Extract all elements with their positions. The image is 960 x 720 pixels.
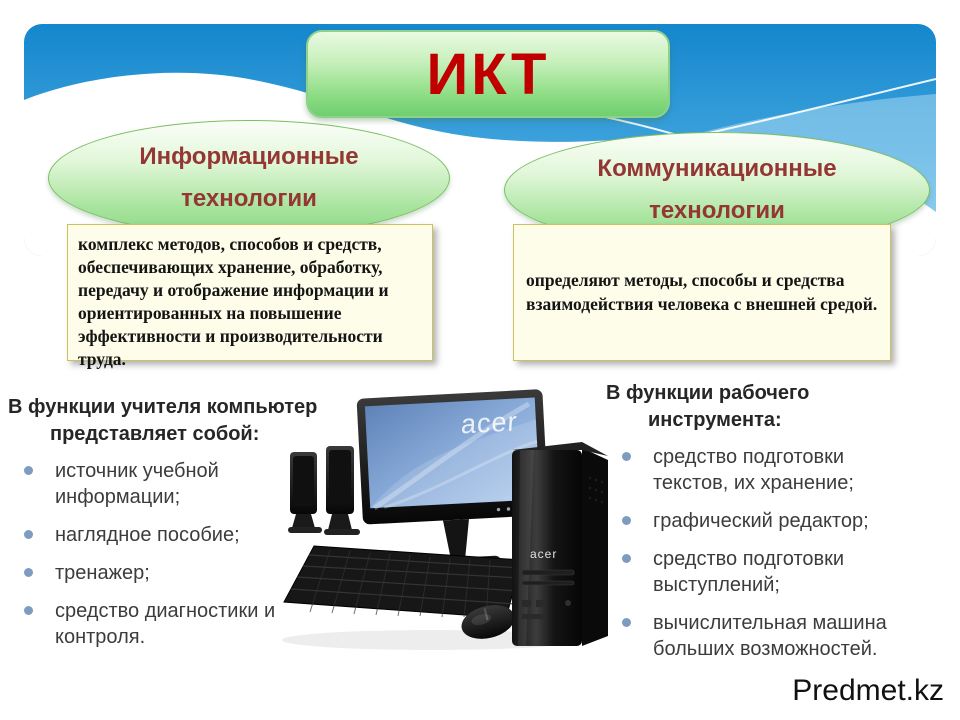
list-item xyxy=(606,610,914,662)
bullet-icon xyxy=(24,530,33,539)
computer-image xyxy=(282,388,616,656)
list-item-label: средство диагностики и контроля. xyxy=(55,600,276,648)
bullet-icon xyxy=(24,606,33,615)
tool-functions-list xyxy=(606,380,914,674)
bullet-icon xyxy=(622,516,631,525)
list-item-label: наглядное пособие; xyxy=(55,524,240,546)
list-item-label: источник учебной информации; xyxy=(55,460,219,508)
tool-functions-heading: В функции рабочего инструмента: xyxy=(606,382,810,431)
list-item xyxy=(606,546,914,598)
list-item-label: графический редактор; xyxy=(653,510,869,532)
branch-left-ellipse xyxy=(48,120,450,236)
branch-right-description: определяют методы, способы и средства взаимодействия человека с внешней средой. xyxy=(526,270,878,314)
branch-right-label: Коммуникационные технологии xyxy=(597,155,837,224)
bullet-icon xyxy=(622,452,631,461)
branch-right-description-box xyxy=(513,224,891,361)
title-banner xyxy=(306,30,670,118)
monitor-brand-logo: acer xyxy=(460,405,519,440)
teacher-functions-heading: В функции учителя компьютер представляет собой: xyxy=(8,396,318,445)
branch-left-description-box xyxy=(67,224,433,370)
list-item xyxy=(606,444,914,496)
list-item-label: средство подготовки выступлений; xyxy=(653,548,845,596)
bullet-icon xyxy=(622,618,631,627)
list-item xyxy=(606,508,914,534)
bullet-icon xyxy=(622,554,631,563)
watermark: Predmet.kz xyxy=(792,674,944,707)
page-title: ИКТ xyxy=(426,41,550,107)
branch-left-label: Информационные технологии xyxy=(139,143,359,212)
tower-brand-logo: acer xyxy=(530,547,558,561)
list-item-label: средство подготовки текстов, их хранение; xyxy=(653,446,854,494)
list-item-label: тренажер; xyxy=(55,562,150,584)
speakers xyxy=(288,446,360,535)
tower xyxy=(512,442,608,646)
bullet-icon xyxy=(24,466,33,475)
branch-left-description: комплекс методов, способов и средств, обеспечивающих хранение, обработку, передачу и отображение информации и ориентированных на повышение эффективности и производительности труда. xyxy=(78,234,389,370)
bullet-icon xyxy=(24,568,33,577)
list-item-label: вычислительная машина больших возможностей. xyxy=(653,612,887,660)
